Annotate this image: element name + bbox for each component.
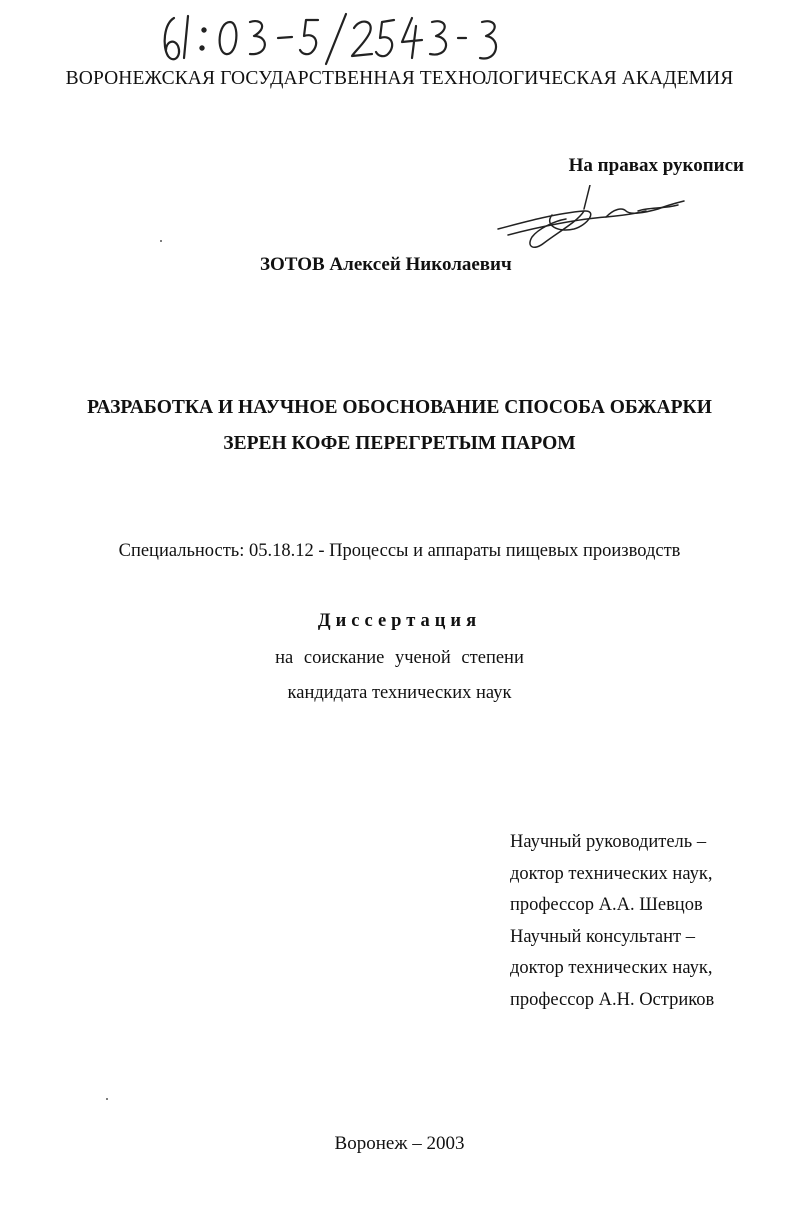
institution-name: ВОРОНЕЖСКАЯ ГОСУДАРСТВЕННАЯ ТЕХНОЛОГИЧЕСКАЯ АКАДЕМИЯ bbox=[65, 68, 734, 89]
speck bbox=[160, 240, 162, 242]
advisor-line: профессор А.Н. Остриков bbox=[510, 989, 715, 1010]
title-line-2: ЗЕРЕН КОФЕ ПЕРЕГРЕТЫМ ПАРОМ bbox=[223, 433, 576, 454]
document-type: Диссертация bbox=[317, 611, 482, 631]
speck bbox=[106, 1098, 108, 1100]
advisor-line: доктор технических наук, bbox=[510, 863, 713, 884]
specialty-line: Специальность: 05.18.12 - Процессы и аппараты пищевых производств bbox=[118, 541, 681, 561]
advisor-line: Научный консультант – bbox=[510, 926, 695, 947]
handwritten-archive-number bbox=[150, 8, 510, 70]
degree-line-1: на соискание ученой степени bbox=[275, 648, 524, 668]
advisors-block bbox=[510, 827, 714, 1016]
dissertation-title bbox=[40, 390, 759, 462]
signature bbox=[488, 185, 688, 255]
degree-line-2: кандидата технических наук bbox=[287, 683, 512, 703]
advisor-line: Научный руководитель – bbox=[510, 832, 707, 852]
city-year: Воронеж – 2003 bbox=[334, 1133, 465, 1154]
advisor-line: профессор А.А. Шевцов bbox=[510, 895, 703, 915]
manuscript-note: На правах рукописи bbox=[568, 155, 744, 176]
author-name: ЗОТОВ Алексей Николаевич bbox=[260, 254, 512, 275]
title-line-1: РАЗРАБОТКА И НАУЧНОЕ ОБОСНОВАНИЕ СПОСОБА ОБЖАРКИ bbox=[87, 397, 712, 418]
advisor-line: доктор технических наук, bbox=[510, 958, 713, 978]
